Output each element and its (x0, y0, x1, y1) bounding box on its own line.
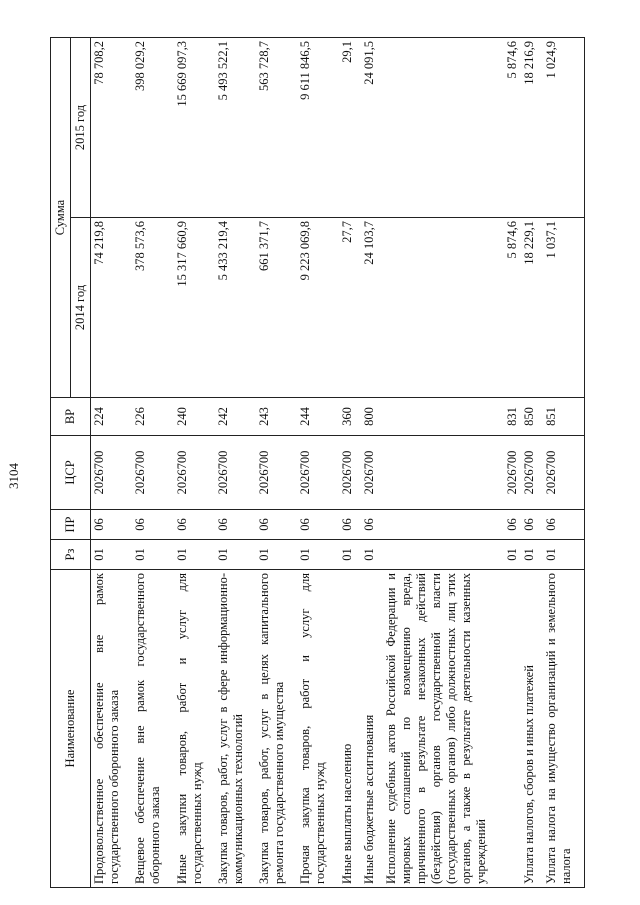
row-rz: 01 (383, 540, 521, 570)
row-sum-2015: 5 874,6 (383, 38, 521, 218)
header-name: Наименование (51, 570, 91, 888)
row-rz: 01 (215, 540, 256, 570)
row-sum-2015: 78 708,2 (91, 38, 133, 218)
row-pr: 06 (521, 510, 543, 540)
row-pr: 06 (543, 510, 585, 540)
row-sum-2014: 15 317 660,9 (174, 218, 215, 398)
table-row (383, 38, 521, 888)
header-pr: ПР (51, 510, 91, 540)
header-rz: Рз (51, 540, 91, 570)
row-sum-2015: 5 493 522,1 (215, 38, 256, 218)
row-vr: 244 (297, 398, 338, 436)
row-pr: 06 (297, 510, 338, 540)
table-row (543, 38, 585, 888)
row-pr: 06 (339, 510, 361, 540)
row-vr: 243 (256, 398, 297, 436)
row-vr: 850 (521, 398, 543, 436)
row-sum-2014: 5 433 219,4 (215, 218, 256, 398)
page-number-area (0, 0, 28, 905)
row-name: Вещевое обеспечение вне рамок государственного оборонного заказа (132, 570, 173, 888)
row-sum-2014: 27,7 (339, 218, 361, 398)
row-pr: 06 (361, 510, 383, 540)
row-sum-2014: 18 229,1 (521, 218, 543, 398)
header-2014: 2014 год (71, 218, 91, 398)
row-csr: 2026700 (256, 436, 297, 510)
row-sum-2015: 29,1 (339, 38, 361, 218)
row-pr: 06 (383, 510, 521, 540)
row-name: Исполнение судебных актов Российской Федерации и мировых соглашений по возмещению вреда, причиненного в результате незаконных действий (бездействия) органов государственной власти (государственных органов) либо должностных лиц этих органов, а также в результате деятельности казенных учреждений (383, 570, 521, 888)
row-csr: 2026700 (361, 436, 383, 510)
table-row (297, 38, 338, 888)
row-sum-2015: 398 029,2 (132, 38, 173, 218)
row-rz: 01 (297, 540, 338, 570)
row-sum-2014: 661 371,7 (256, 218, 297, 398)
row-vr: 226 (132, 398, 173, 436)
table-body (91, 38, 585, 888)
row-csr: 2026700 (132, 436, 173, 510)
table-row (174, 38, 215, 888)
row-pr: 06 (174, 510, 215, 540)
header-sum: Сумма (51, 38, 71, 398)
header-csr: ЦСР (51, 436, 91, 510)
row-vr: 224 (91, 398, 133, 436)
row-sum-2014: 378 573,6 (132, 218, 173, 398)
row-vr: 360 (339, 398, 361, 436)
row-vr: 831 (383, 398, 521, 436)
row-csr: 2026700 (174, 436, 215, 510)
budget-table-sheet (50, 38, 585, 888)
row-sum-2014: 5 874,6 (383, 218, 521, 398)
table-row (256, 38, 297, 888)
row-name: Иные бюджетные ассигнования (361, 570, 383, 888)
row-csr: 2026700 (383, 436, 521, 510)
row-sum-2014: 1 037,1 (543, 218, 585, 398)
row-csr: 2026700 (91, 436, 133, 510)
row-pr: 06 (256, 510, 297, 540)
row-name: Иные закупки товаров, работ и услуг для государственных нужд (174, 570, 215, 888)
row-name: Продовольственное обеспечение вне рамок государственного оборонного заказа (91, 570, 133, 888)
table-row (361, 38, 383, 888)
budget-table (50, 37, 585, 888)
header-vr: ВР (51, 398, 91, 436)
row-csr: 2026700 (543, 436, 585, 510)
row-sum-2014: 74 219,8 (91, 218, 133, 398)
row-sum-2015: 15 669 097,3 (174, 38, 215, 218)
row-rz: 01 (521, 540, 543, 570)
row-rz: 01 (174, 540, 215, 570)
row-rz: 01 (339, 540, 361, 570)
row-name: Закупка товаров, работ, услуг в целях капитального ремонта государственного имущества (256, 570, 297, 888)
row-pr: 06 (91, 510, 133, 540)
row-name: Уплата налога на имущество организаций и земельного налога (543, 570, 585, 888)
row-vr: 242 (215, 398, 256, 436)
table-header (51, 38, 91, 888)
row-vr: 800 (361, 398, 383, 436)
header-2015: 2015 год (71, 38, 91, 218)
table-row (215, 38, 256, 888)
row-sum-2015: 24 091,5 (361, 38, 383, 218)
row-name: Уплата налогов, сборов и иных платежей (521, 570, 543, 888)
row-pr: 06 (132, 510, 173, 540)
row-csr: 2026700 (215, 436, 256, 510)
table-row (521, 38, 543, 888)
row-rz: 01 (543, 540, 585, 570)
row-sum-2015: 9 611 846,5 (297, 38, 338, 218)
row-rz: 01 (361, 540, 383, 570)
row-csr: 2026700 (339, 436, 361, 510)
row-csr: 2026700 (297, 436, 338, 510)
row-sum-2015: 1 024,9 (543, 38, 585, 218)
rotated-table-wrapper (50, 38, 585, 888)
row-rz: 01 (132, 540, 173, 570)
row-name: Прочая закупка товаров, работ и услуг для государственных нужд (297, 570, 338, 888)
row-name: Иные выплаты населению (339, 570, 361, 888)
row-vr: 851 (543, 398, 585, 436)
row-sum-2014: 9 223 069,8 (297, 218, 338, 398)
table-row (132, 38, 173, 888)
row-sum-2014: 24 103,7 (361, 218, 383, 398)
row-sum-2015: 18 216,9 (521, 38, 543, 218)
row-csr: 2026700 (521, 436, 543, 510)
row-rz: 01 (91, 540, 133, 570)
row-pr: 06 (215, 510, 256, 540)
table-row (339, 38, 361, 888)
row-vr: 240 (174, 398, 215, 436)
row-name: Закупка товаров, работ, услуг в сфере информационно-коммуникационных технологий (215, 570, 256, 888)
row-sum-2015: 563 728,7 (256, 38, 297, 218)
page-number: 3104 (6, 463, 21, 489)
table-row (91, 38, 133, 888)
row-rz: 01 (256, 540, 297, 570)
